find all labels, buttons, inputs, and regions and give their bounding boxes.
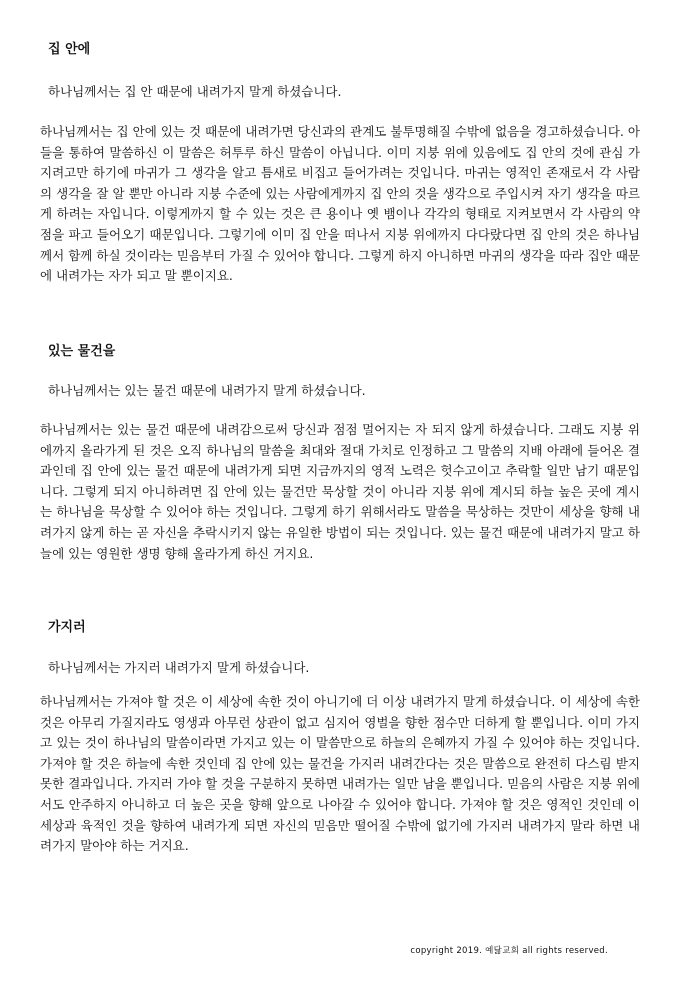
section-heading: 있는 물건을 [48,344,116,359]
section-body: 하나님께서는 가져야 할 것은 이 세상에 속한 것이 아니기에 더 이상 내려가지 말게 하셨습니다. 이 세상에 속한 것은 아무리 가질지라도 영생과 아무런 상관이 없고 심지어 영벌을 향한 점수만 더하게 할 뿐입니다. 이미 가지고 있는 것이 하나님의 말씀이라면 가지고 있는 이 말씀만으로 하늘의 은혜까지 가질 수 있어야 하는 것입니다. 가져야 할 것은 하늘에 속한 것인데 집 안에 있는 물건을 가지러 내려간다는 것은 말씀으로 완전히 다스림 받지 못한 결과입니다. 가지러 가야 할 것을 구분하지 못하면 내려가는 일만 남을 뿐입니다. 믿음의 사람은 지붕 위에서도 안주하지 아니하고 더 높은 곳을 향해 앞으로 나아갈 수 있어야 합니다. 가져야 할 것은 영적인 것인데 이 세상과 육적인 것을 향하여 내려가게 되면 자신의 믿음만 떨어질 수밖에 없기에 가지러 내려가지 말라 하면 내려가지 말아야 하는 거지요. [40,694,640,854]
section-summary: 하나님께서는 있는 물건 때문에 내려가지 말게 하셨습니다. [48,383,366,398]
section-body: 하나님께서는 있는 물건 때문에 내려감으로써 당신과 점점 멀어지는 자 되지 않게 하셨습니다. 그래도 지붕 위에까지 올라가게 된 것은 오직 하나님의 말씀을 최대와 절대 가치로 인정하고 그 말씀의 지배 아래에 들어온 결과인데 집 안에 있는 물건 때문에 내려가게 되면 지금까지의 영적 노력은 헛수고이고 추락할 일만 남기 때문입니다. 그렇게 되지 아니하려면 집 안에 있는 물건만 묵상할 것이 아니라 지붕 위에 계시되 하늘 높은 곳에 계시는 하나님을 묵상할 수 있어야 하는 것입니다. 그렇게 하기 위해서라도 말씀을 묵상하는 것만이 세상을 향해 내려가지 않게 하는 곧 자신을 추락시키지 않는 유일한 방법이 되는 것입니다. 있는 물건 때문에 내려가지 말고 하늘에 있는 영원한 생명 향해 올라가게 하신 거지요. [40,422,640,561]
section-heading: 가지러 [48,620,86,635]
section-summary: 하나님께서는 집 안 때문에 내려가지 말게 하셨습니다. [48,84,342,99]
section-body: 하나님께서는 집 안에 있는 것 때문에 내려가면 당신과의 관계도 불투명해질 수밖에 없음을 경고하셨습니다. 아들을 통하여 말씀하신 이 말씀은 허투루 하신 말씀이 아닙니다. 이미 지붕 위에 있음에도 집 안의 것에 관심 가지려고만 하기에 마귀가 그 생각을 알고 틈새로 비집고 들어가려는 것입니다. 마귀는 영적인 존재로서 각 사람의 생각을 잘 알 뿐만 아니라 지붕 수준에 있는 사람에게까지 집 안의 것을 생각으로 주입시켜 자기 생각을 따르게 하려는 자입니다. 이렇게까지 할 수 있는 것은 큰 용이나 옛 뱀이나 각각의 형태로 지켜보면서 각 사람의 약점을 파고 들어오기 때문입니다. 그렇기에 이미 집 안을 떠나서 지붕 위에까지 다다랐다면 집 안의 것은 하나님께서 함께 하실 것이라는 믿음부터 가질 수 있어야 합니다. 그렇게 하지 아니하면 마귀의 생각을 따라 집안 때문에 내려가는 자가 되고 말 뿐이지요. [40,124,640,284]
section-summary: 하나님께서는 가지러 내려가지 말게 하셨습니다. [48,660,310,675]
section-heading: 집 안에 [48,42,91,57]
copyright-footer: copyright 2019. 예닮교회 all rights reserved. [410,946,608,956]
